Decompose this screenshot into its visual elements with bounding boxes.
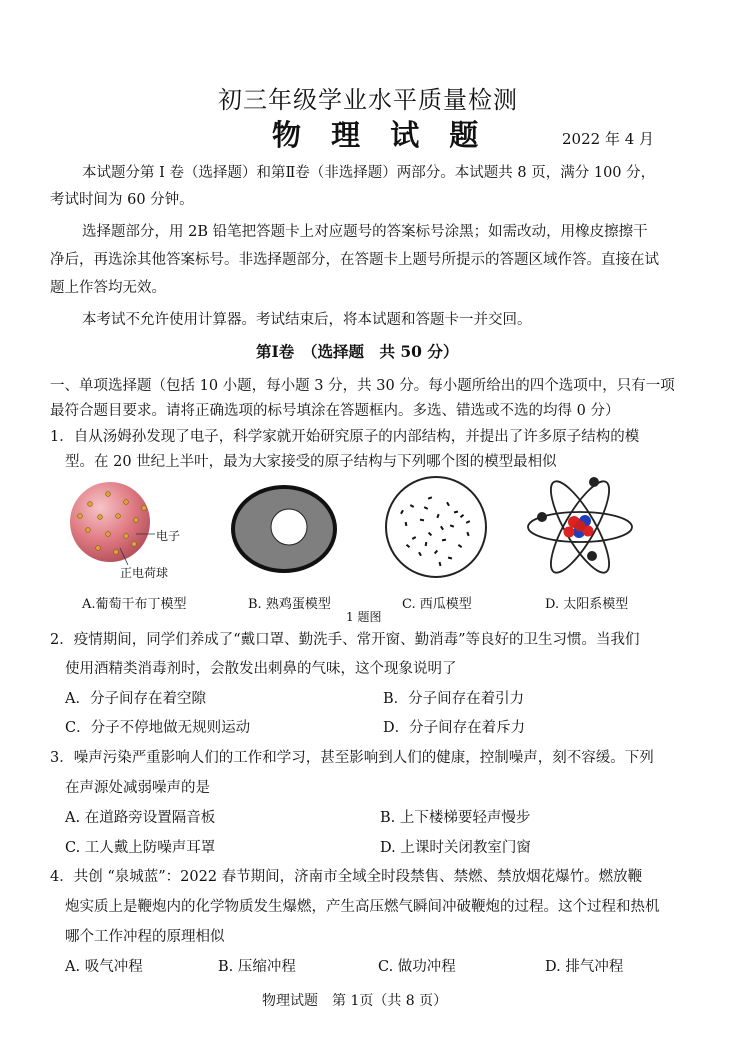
q1-figure-caption: 1 题图 [346,610,382,624]
q1-option-b: B. 熟鸡蛋模型 [248,597,331,612]
solar-system-figure [524,470,636,584]
instruction-p3: 本考试不允许使用计算器。考试结束后，将本试题和答题卡一并交回。 [82,312,532,328]
subject-title: 物 理 试 题 [272,118,489,152]
label-positive-sphere: 正电荷球 [120,566,169,580]
q4-stem-line3: 哪个工作冲程的原理相似 [65,929,225,945]
q3-stem-line1: 3．噪声污染严重影响人们的工作和学习，甚至影响到人们的健康，控制噪声，刻不容缓。下列 [50,750,654,766]
q4-stem-line2: 炮实质上是鞭炮内的化学物质发生爆燃，产生高压燃气瞬间冲破鞭炮的过程。这个过程和热机 [65,899,660,915]
boiled-egg-figure [228,484,340,578]
instruction-p2-line3: 题上作答均无效。 [50,280,166,296]
q3-stem-line2: 在声源处减弱噪声的是 [65,780,210,796]
q2-stem-line2: 使用酒精类消毒剂时，会散发出刺鼻的气味，这个现象说明了 [65,661,457,677]
q1-stem-line1: 1．自从汤姆孙发现了电子，科学家就开始研究原子的内部结构，并提出了许多原子结构的模 [50,429,640,445]
egg-yolk [271,509,307,545]
label-electron: 电子 [156,529,181,543]
section-title: 第Ⅰ卷 （选择题 共 50 分） [256,342,459,361]
q1-option-a: A.葡萄干布丁模型 [82,597,187,612]
q1-option-c: C. 西瓜模型 [402,597,472,612]
q2-stem-line1: 2．疫情期间，同学们养成了“戴口罩、勤洗手、常开窗、勤消毒”等良好的卫生习惯。当我们 [50,632,640,648]
watermelon-outline [386,477,486,577]
watermelon-figure [380,475,492,579]
instruction-p1-line1: 本试题分第 Ⅰ 卷（选择题）和第Ⅱ卷（非选择题）两部分。本试题共 8 页，满分 100 分， [82,165,656,181]
q4-option-d: D. 排气冲程 [545,959,624,975]
page-footer: 物理试题 第 1页（共 8 页） [262,993,448,1009]
q3-option-d: D. 上课时关闭教室门窗 [380,840,531,856]
q2-option-a: A．分子间存在着空隙 [65,691,206,707]
exam-date: 2022 年 4 月 [562,130,655,148]
q4-stem-line1: 4．共创 “泉城蓝”：2022 春节期间，济南市全域全时段禁售、禁燃、禁放烟花爆竹。燃放鞭 [50,869,643,885]
section-instruction-line2: 最符合题目要求。请将正确选项的标号填涂在答题框内。多选、错选或不选的均得 0 分） [50,403,620,419]
q3-option-b: B. 上下楼梯要轻声慢步 [380,810,531,826]
q4-option-b: B. 压缩冲程 [218,959,296,975]
section-instruction-line1: 一、单项选择题（包括 10 小题，每小题 3 分，共 30 分。每小题所给出的四个选项中，只有一项 [50,378,675,394]
q3-option-c: C. 工人戴上防噪声耳罩 [65,840,216,856]
q1-stem-line2: 型。在 20 世纪上半叶，最为大家接受的原子结构与下列哪个图的模型最相似 [65,454,557,470]
q2-option-b: B．分子间存在着引力 [383,691,525,707]
q4-option-a: A. 吸气冲程 [65,959,143,975]
instruction-p2-line2: 净后，再选涂其他答案标号。非选择题部分，在答题卡上题号所提示的答题区域作答。直接在试 [50,252,659,268]
instruction-p1-line2: 考试时间为 60 分钟。 [50,192,194,208]
exam-title: 初三年级学业水平质量检测 [218,86,518,114]
instruction-p2-line1: 选择题部分，用 2B 铅笔把答题卡上对应题号的答案标号涂黑；如需改动，用橡皮擦擦干 [82,224,648,240]
q4-option-c: C. 做功冲程 [378,959,456,975]
q3-option-a: A. 在道路旁设置隔音板 [65,810,216,826]
q2-option-c: C．分子不停地做无规则运动 [65,720,251,736]
q2-option-d: D．分子间存在着斥力 [383,720,526,736]
q1-option-d: D. 太阳系模型 [545,597,629,612]
